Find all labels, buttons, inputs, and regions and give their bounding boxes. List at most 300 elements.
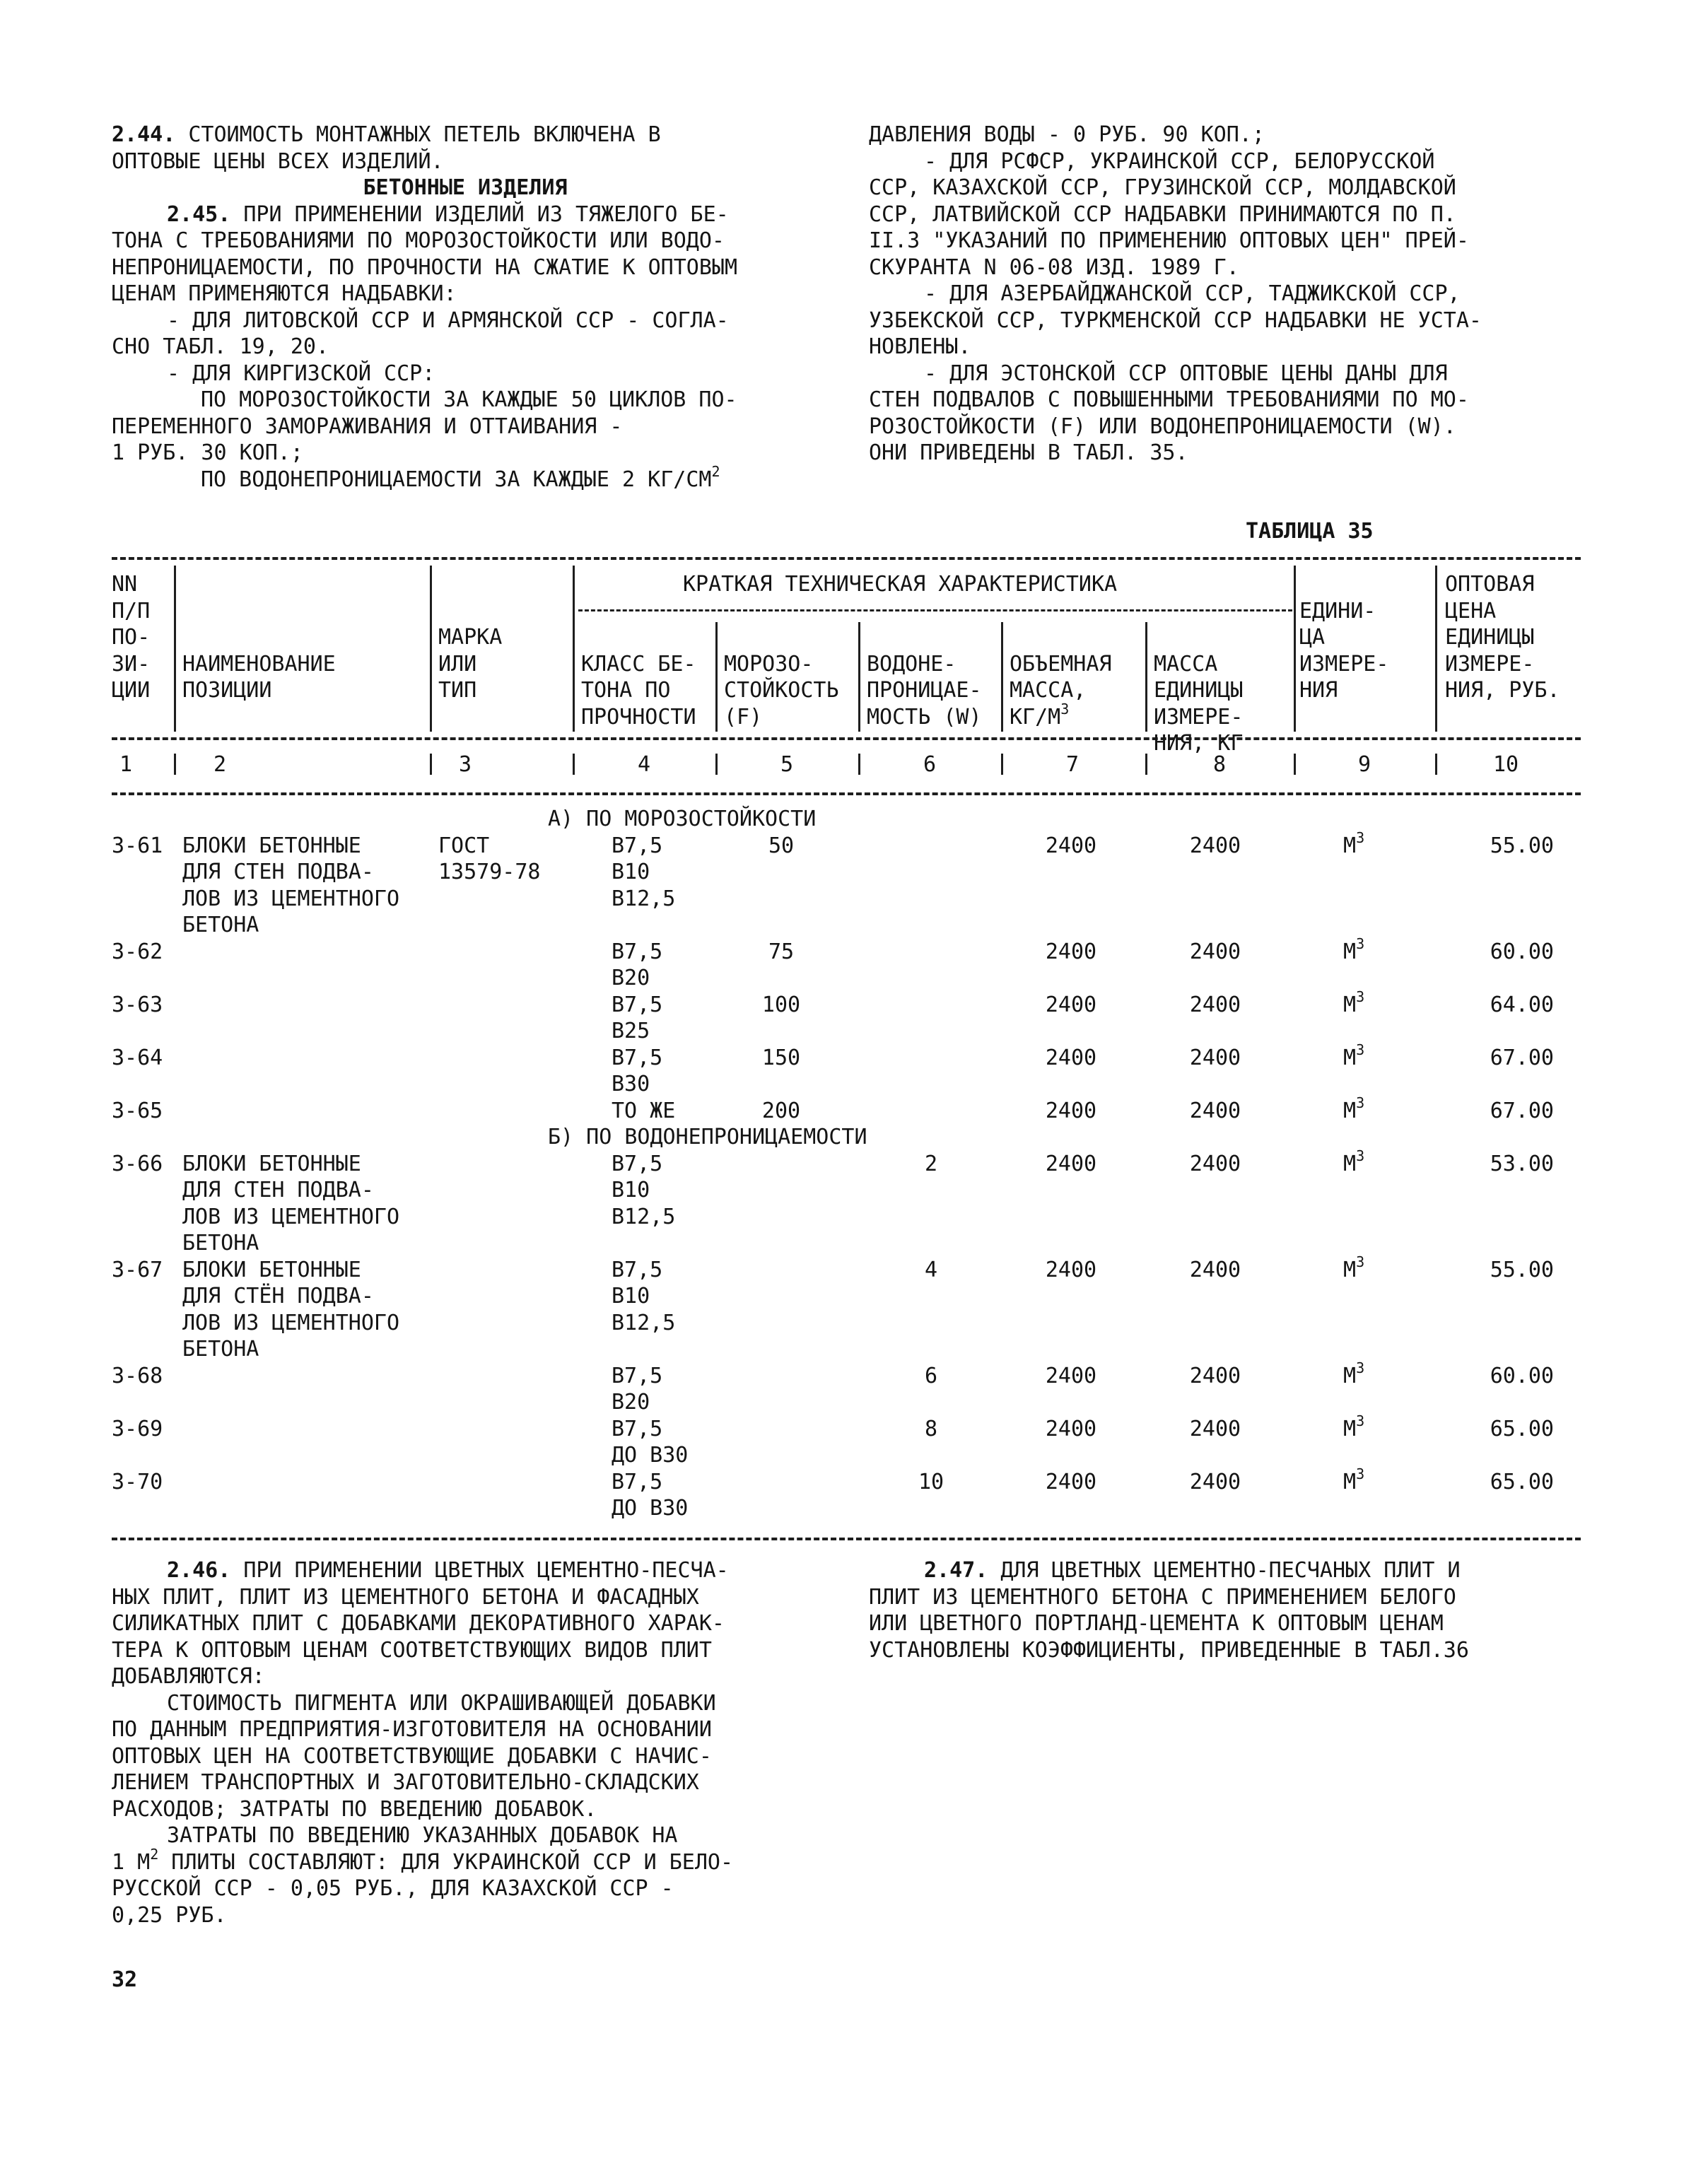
text-segment: 2.44. <box>112 122 176 147</box>
column-number <box>112 751 140 778</box>
column-separator <box>573 566 575 732</box>
row-mass-text: 2400 <box>1189 1469 1241 1494</box>
column-number <box>1435 751 1577 778</box>
row-number <box>112 1363 163 1390</box>
row-class <box>612 1204 675 1231</box>
header-col-price-text: ЕДИНИЦЫ <box>1445 625 1535 650</box>
column-number <box>858 751 1001 778</box>
row-name-text: БЕТОНА <box>182 913 259 937</box>
column-separator <box>1145 622 1147 732</box>
row-water-text: 8 <box>924 1416 938 1441</box>
row-water <box>892 1416 970 1443</box>
header-col-mass <box>1154 677 1243 704</box>
text-segment: ТЕРА К ОПТОВЫМ ЦЕНАМ СООТВЕТСТВУЮЩИХ ВИДОВ ПЛИТ <box>112 1637 712 1663</box>
row-unit-text: М <box>1343 833 1357 858</box>
column-separator <box>174 754 176 775</box>
header-col-class <box>581 677 670 704</box>
column-separator <box>1001 754 1003 775</box>
row-unit-text: М <box>1343 1416 1357 1441</box>
text-segment: 1 М <box>112 1849 151 1875</box>
row-mass-text: 2400 <box>1189 1363 1241 1388</box>
row-number <box>112 1416 163 1443</box>
text-line <box>869 148 1576 175</box>
column-number-text: 4 <box>637 752 651 777</box>
row-class-text: ДО B30 <box>612 1443 689 1468</box>
text-segment: ПРИ ПРИМЕНЕНИИ ИЗДЕЛИЙ ИЗ ТЯЖЕЛОГО БЕ- <box>230 201 729 227</box>
text-line <box>112 387 819 414</box>
header-col-mark-text: ТИП <box>438 678 477 703</box>
page-number: 32 <box>112 1967 138 1992</box>
header-col-nn-text: ЗИ- <box>112 651 151 677</box>
row-density <box>1032 833 1110 860</box>
row-class <box>612 1469 662 1496</box>
column-separator <box>1294 754 1296 775</box>
header-col-nn-text: ЦИИ <box>112 678 151 703</box>
row-density-text: 2400 <box>1045 1416 1097 1441</box>
row-unit-text: М <box>1343 1151 1357 1176</box>
row-unit <box>1343 1094 1365 1125</box>
header-col-class <box>581 651 696 678</box>
row-frost-text: 200 <box>761 1098 801 1123</box>
row-class <box>612 1363 662 1390</box>
text-segment: - ДЛЯ АЗЕРБАЙДЖАНСКОЙ ССР, ТАДЖИКСКОЙ ССР, <box>924 281 1461 306</box>
row-mass-text: 2400 <box>1189 1416 1241 1441</box>
text-line <box>112 1902 819 1929</box>
superscript: 3 <box>1356 988 1365 1005</box>
text-line <box>869 281 1576 308</box>
header-col-water <box>867 651 956 678</box>
row-class-text: ТО ЖЕ <box>612 1098 676 1123</box>
row-unit <box>1343 935 1365 966</box>
column-separator <box>1435 754 1437 775</box>
section-title-text: Б) ПО ВОДОНЕПРОНИЦАЕМОСТИ <box>548 1125 867 1149</box>
row-water <box>892 1469 970 1496</box>
row-price <box>1469 992 1554 1019</box>
row-name-text: ЛОВ ИЗ ЦЕМЕНТНОГО <box>182 1310 400 1335</box>
row-name <box>182 1177 374 1204</box>
text-line <box>112 308 819 334</box>
text-line <box>112 334 819 361</box>
group-header-rule <box>578 609 1292 611</box>
header-col-class-text: КЛАСС БЕ- <box>581 651 696 677</box>
column-number <box>174 751 266 778</box>
row-price <box>1469 1045 1554 1072</box>
row-density <box>1032 1098 1110 1125</box>
text-segment: ССР, ЛАТВИЙСКОЙ ССР НАДБАВКИ ПРИНИМАЮТСЯ ПО П. <box>869 201 1456 227</box>
header-col-mass-text: ЕДИНИЦЫ <box>1154 678 1244 703</box>
column-number <box>430 751 501 778</box>
row-mark-text: ГОСТ <box>438 833 490 858</box>
header-col-density <box>1010 677 1086 704</box>
row-class <box>612 1071 650 1098</box>
superscript: 3 <box>1356 1465 1365 1482</box>
header-col-price <box>1445 651 1534 678</box>
column-number-text: 8 <box>1212 752 1227 777</box>
header-col-price <box>1445 598 1496 625</box>
header-col-nn-text: П/П <box>112 598 151 624</box>
text-segment: 1 РУБ. 30 КОП.; <box>112 440 303 465</box>
row-mass <box>1176 1045 1254 1072</box>
row-price <box>1469 1363 1554 1390</box>
row-price-text: 65.00 <box>1490 1469 1554 1494</box>
row-number-text: 3-63 <box>112 992 163 1017</box>
row-unit-text: М <box>1343 1363 1357 1388</box>
row-price-text: 60.00 <box>1490 1363 1554 1388</box>
row-class <box>612 1257 662 1284</box>
header-col-nn <box>112 598 150 625</box>
row-price <box>1469 1098 1554 1125</box>
row-class-text: B7,5 <box>612 1363 663 1388</box>
table-top-rule <box>112 557 1581 560</box>
text-segment: РУССКОЙ ССР - 0,05 РУБ., ДЛЯ КАЗАХСКОЙ ССР - <box>112 1876 674 1901</box>
text-segment: - ДЛЯ КИРГИЗСКОЙ ССР: <box>167 361 435 386</box>
row-class-text: B20 <box>612 966 650 990</box>
column-number <box>573 751 715 778</box>
row-class <box>612 1495 688 1522</box>
column-separator <box>858 622 860 732</box>
row-price <box>1469 1257 1554 1284</box>
row-density <box>1032 1257 1110 1284</box>
header-col-water <box>867 677 982 704</box>
text-segment: ПЕРЕМЕННОГО ЗАМОРАЖИВАНИЯ И ОТТАИВАНИЯ - <box>112 414 623 439</box>
text-line <box>869 228 1576 254</box>
text-column-left-bottom <box>112 1557 819 1928</box>
text-line <box>112 281 819 308</box>
column-separator <box>715 622 718 732</box>
text-segment: ПО ДАННЫМ ПРЕДПРИЯТИЯ-ИЗГОТОВИТЕЛЯ НА ОСНОВАНИИ <box>112 1717 712 1742</box>
row-class <box>612 992 662 1019</box>
superscript: 3 <box>1356 1147 1365 1164</box>
header-col-unit <box>1299 651 1388 678</box>
header-group-title-text: КРАТКАЯ ТЕХНИЧЕСКАЯ ХАРАКТЕРИСТИКА <box>683 572 1118 597</box>
header-col-unit <box>1299 624 1325 651</box>
row-mass-text: 2400 <box>1189 1257 1241 1282</box>
superscript: 3 <box>1356 1412 1365 1429</box>
header-col-price-text: НИЯ, РУБ. <box>1445 678 1560 703</box>
header-col-name-text: ПОЗИЦИИ <box>182 678 272 703</box>
section-title <box>548 1124 867 1151</box>
text-segment: СТОИМОСТЬ ПИГМЕНТА ИЛИ ОКРАШИВАЮЩЕЙ ДОБАВКИ <box>167 1690 716 1716</box>
row-class-text: B7,5 <box>612 1416 663 1441</box>
text-line <box>112 228 819 254</box>
row-number-text: 3-64 <box>112 1045 163 1070</box>
header-col-nn-text: NN <box>112 572 138 597</box>
text-segment: СИЛИКАТНЫХ ПЛИТ С ДОБАВКАМИ ДЕКОРАТИВНОГО ХАРАК- <box>112 1611 725 1636</box>
row-density-text: 2400 <box>1045 1151 1097 1176</box>
row-mass <box>1176 1416 1254 1443</box>
text-line <box>869 361 1576 387</box>
column-number-text: 1 <box>119 752 133 777</box>
header-col-density-text: ОБЪЕМНАЯ <box>1010 651 1112 677</box>
row-class-text: ДО B30 <box>612 1496 689 1521</box>
row-name-text: БЛОКИ БЕТОННЫЕ <box>182 833 361 858</box>
row-frost-text: 75 <box>768 939 795 964</box>
column-separator <box>1145 754 1147 775</box>
superscript: 3 <box>1356 829 1365 846</box>
text-line <box>112 1557 819 1584</box>
superscript: 3 <box>1356 935 1365 952</box>
row-frost <box>735 992 827 1019</box>
row-number-text: 3-62 <box>112 939 163 964</box>
text-line <box>112 1845 819 1876</box>
row-number <box>112 992 163 1019</box>
row-number <box>112 1469 163 1496</box>
row-class <box>612 1098 675 1125</box>
row-name-text: ДЛЯ СТЕН ПОДВА- <box>182 1178 374 1202</box>
text-segment: 2.47. <box>924 1558 988 1583</box>
row-class <box>612 1442 688 1469</box>
row-mark <box>438 833 489 860</box>
column-number-text: 5 <box>780 752 794 777</box>
column-number-text: 7 <box>1065 752 1080 777</box>
header-col-price <box>1445 624 1534 651</box>
text-line <box>112 1690 819 1717</box>
text-line <box>869 387 1576 414</box>
row-class-text: B10 <box>612 1284 650 1309</box>
superscript: 3 <box>1060 700 1070 718</box>
table-subhead-rule <box>112 737 1581 740</box>
row-number <box>112 833 163 860</box>
header-col-price-text: ЦЕНА <box>1445 598 1497 624</box>
row-unit <box>1343 1465 1365 1496</box>
header-col-nn-text: ПО- <box>112 625 151 650</box>
row-price-text: 55.00 <box>1490 1257 1554 1282</box>
header-col-unit-text: ЦА <box>1299 625 1326 650</box>
header-col-name-text: НАИМЕНОВАНИЕ <box>182 651 336 677</box>
text-column-right-bottom <box>869 1557 1576 1663</box>
text-segment: 2.46. <box>167 1558 231 1583</box>
row-density <box>1032 1045 1110 1072</box>
superscript: 2 <box>150 1845 159 1863</box>
superscript: 3 <box>1356 1253 1365 1270</box>
row-price <box>1469 833 1554 860</box>
header-col-unit-text: ИЗМЕРЕ- <box>1299 651 1389 677</box>
header-col-class-text: ТОНА ПО <box>581 678 671 703</box>
text-line <box>112 201 819 228</box>
row-number-text: 3-66 <box>112 1151 163 1176</box>
text-line <box>112 1796 819 1823</box>
row-number-text: 3-69 <box>112 1416 163 1441</box>
column-number-text: 3 <box>458 752 472 777</box>
text-line <box>112 1584 819 1611</box>
text-segment: ПО ВОДОНЕПРОНИЦАЕМОСТИ ЗА КАЖДЫЕ 2 КГ/СМ <box>201 467 712 492</box>
header-col-frost-text: МОРОЗО- <box>724 651 814 677</box>
row-name <box>182 833 361 860</box>
text-segment: УСТАНОВЛЕНЫ КОЭФФИЦИЕНТЫ, ПРИВЕДЕННЫЕ В ТАБЛ.36 <box>869 1637 1469 1663</box>
text-column-right-top <box>869 122 1576 467</box>
text-line <box>112 1637 819 1664</box>
column-separator <box>1294 566 1296 732</box>
row-price <box>1469 939 1554 966</box>
column-separator <box>715 754 718 775</box>
header-col-mass-text: НИЯ, КГ <box>1154 731 1244 756</box>
header-col-frost <box>724 651 813 678</box>
row-unit <box>1343 829 1365 860</box>
header-col-frost-text: СТОЙКОСТЬ <box>724 678 839 703</box>
text-segment: СТЕН ПОДВАЛОВ С ПОВЫШЕННЫМИ ТРЕБОВАНИЯМИ ПО МО- <box>869 387 1469 412</box>
row-class-text: B7,5 <box>612 992 663 1017</box>
column-separator <box>430 566 432 732</box>
text-line <box>112 254 819 281</box>
row-class-text: B12,5 <box>612 1310 676 1335</box>
header-col-class <box>581 704 696 731</box>
row-class <box>612 886 675 913</box>
row-unit-text: М <box>1343 1257 1357 1282</box>
text-segment: ПО МОРОЗОСТОЙКОСТИ ЗА КАЖДЫЕ 50 ЦИКЛОВ ПО- <box>201 387 737 412</box>
row-class-text: B10 <box>612 1178 650 1202</box>
row-name <box>182 1204 399 1231</box>
text-line <box>869 1637 1576 1664</box>
row-unit-text: М <box>1343 939 1357 964</box>
superscript: 3 <box>1356 1041 1365 1058</box>
header-col-nn <box>112 624 150 651</box>
row-unit <box>1343 1359 1365 1390</box>
header-col-price <box>1445 677 1560 704</box>
row-class <box>612 1018 650 1045</box>
row-number-text: 3-61 <box>112 833 163 858</box>
row-class <box>612 833 662 860</box>
text-line <box>869 1584 1576 1611</box>
row-mass <box>1176 1151 1254 1178</box>
header-col-nn <box>112 677 150 704</box>
row-name <box>182 886 399 913</box>
text-segment: ИЛИ ЦВЕТНОГО ПОРТЛАНД-ЦЕМЕНТА К ОПТОВЫМ ЦЕНАМ <box>869 1611 1444 1636</box>
row-water-text: 6 <box>924 1363 938 1388</box>
header-col-mass <box>1154 704 1243 731</box>
row-mark-text: 13579-78 <box>438 860 541 884</box>
row-class-text: B7,5 <box>612 939 663 964</box>
row-density-text: 2400 <box>1045 939 1097 964</box>
row-class <box>612 1283 650 1310</box>
row-mass-text: 2400 <box>1189 992 1241 1017</box>
header-col-frost <box>724 704 762 731</box>
row-price-text: 67.00 <box>1490 1045 1554 1070</box>
row-mass <box>1176 1363 1254 1390</box>
text-segment: ТОНА С ТРЕБОВАНИЯМИ ПО МОРОЗОСТОЙКОСТИ ИЛИ ВОДО- <box>112 228 725 253</box>
text-line <box>112 1743 819 1770</box>
text-segment: ОПТОВЫХ ЦЕН НА СООТВЕТСТВУЮЩИЕ ДОБАВКИ С НАЧИС- <box>112 1743 712 1769</box>
row-density-text: 2400 <box>1045 1257 1097 1282</box>
row-number <box>112 1098 163 1125</box>
row-price <box>1469 1151 1554 1178</box>
row-water-text: 2 <box>924 1151 938 1176</box>
header-col-density <box>1010 651 1112 678</box>
row-mass <box>1176 1257 1254 1284</box>
superscript: 3 <box>1356 1359 1365 1376</box>
row-mass <box>1176 1098 1254 1125</box>
text-line <box>112 414 819 440</box>
section-title <box>548 806 816 833</box>
row-frost <box>735 833 827 860</box>
row-unit <box>1343 988 1365 1019</box>
header-group-title <box>683 571 1117 598</box>
header-col-mass-text: ИЗМЕРЕ- <box>1154 704 1244 730</box>
header-col-unit-text: НИЯ <box>1299 678 1338 703</box>
row-number-text: 3-70 <box>112 1469 163 1494</box>
row-class <box>612 1416 662 1443</box>
section-title-text: А) ПО МОРОЗОСТОЙКОСТИ <box>548 807 817 831</box>
text-segment: - ДЛЯ ЭСТОНСКОЙ ССР ОПТОВЫЕ ЦЕНЫ ДАНЫ ДЛЯ <box>924 361 1448 386</box>
row-class-text: B10 <box>612 860 650 884</box>
text-segment: 2.45. <box>167 201 231 227</box>
row-class-text: B12,5 <box>612 886 676 911</box>
header-col-water <box>867 704 982 731</box>
text-line <box>112 122 819 148</box>
text-segment: ЗАТРАТЫ ПО ВВЕДЕНИЮ УКАЗАННЫХ ДОБАВОК НА <box>167 1823 678 1848</box>
text-segment: ЦЕНАМ ПРИМЕНЯЮТСЯ НАДБАВКИ: <box>112 281 457 306</box>
row-mass <box>1176 992 1254 1019</box>
text-segment: НОВЛЕНЫ. <box>869 334 971 359</box>
row-name <box>182 1230 259 1257</box>
row-unit-text: М <box>1343 1098 1357 1123</box>
header-col-nn <box>112 571 137 598</box>
header-col-unit <box>1299 598 1376 625</box>
row-water-text: 10 <box>918 1469 944 1494</box>
row-name <box>182 1283 374 1310</box>
row-water <box>892 1363 970 1390</box>
row-name <box>182 1257 361 1284</box>
column-number-text: 6 <box>923 752 937 777</box>
text-line <box>112 1663 819 1690</box>
header-col-mass-text: МАССА <box>1154 651 1218 677</box>
text-segment: ССР, КАЗАХСКОЙ ССР, ГРУЗИНСКОЙ ССР, МОЛДАВСКОЙ <box>869 175 1456 200</box>
row-mark <box>438 859 541 886</box>
text-line <box>869 334 1576 361</box>
text-line <box>112 1716 819 1743</box>
row-density <box>1032 939 1110 966</box>
row-price-text: 55.00 <box>1490 833 1554 858</box>
header-col-class-text: ПРОЧНОСТИ <box>581 704 696 730</box>
text-segment: ДЛЯ ЦВЕТНЫХ ЦЕМЕНТНО-ПЕСЧАНЫХ ПЛИТ И <box>988 1558 1461 1583</box>
row-class <box>612 1389 650 1416</box>
row-name <box>182 859 374 886</box>
text-line <box>869 440 1576 467</box>
text-line <box>112 361 819 387</box>
text-segment: НЕПРОНИЦАЕМОСТИ, ПО ПРОЧНОСТИ НА СЖАТИЕ К ОПТОВЫМ <box>112 254 738 280</box>
row-name-text: ЛОВ ИЗ ЦЕМЕНТНОГО <box>182 886 400 911</box>
table-title: ТАБЛИЦА 35 <box>1246 519 1374 544</box>
text-line <box>869 1557 1576 1584</box>
header-col-name <box>182 651 336 678</box>
header-col-mark <box>438 624 502 651</box>
text-segment: ОНИ ПРИВЕДЕНЫ В ТАБЛ. 35. <box>869 440 1188 465</box>
text-line <box>869 175 1576 201</box>
header-col-water-text: МОСТЬ (W) <box>867 704 982 730</box>
column-separator <box>1435 566 1437 732</box>
row-density-text: 2400 <box>1045 1363 1097 1388</box>
row-class <box>612 1151 662 1178</box>
text-line <box>112 175 819 201</box>
row-price <box>1469 1469 1554 1496</box>
header-col-mark <box>438 677 476 704</box>
row-density <box>1032 1416 1110 1443</box>
table-header-rule <box>112 792 1581 795</box>
row-unit <box>1343 1412 1365 1443</box>
row-name-text: БЕТОНА <box>182 1231 259 1255</box>
row-density <box>1032 1469 1110 1496</box>
text-segment: II.3 "УКАЗАНИЙ ПО ПРИМЕНЕНИЮ ОПТОВЫХ ЦЕН" ПРЕЙ- <box>869 228 1469 253</box>
column-number-text: 9 <box>1357 752 1371 777</box>
row-name <box>182 1310 399 1337</box>
header-col-density <box>1010 700 1070 731</box>
text-segment: СТОИМОСТЬ МОНТАЖНЫХ ПЕТЕЛЬ ВКЛЮЧЕНА В <box>175 122 661 147</box>
row-frost-text: 150 <box>761 1045 801 1070</box>
text-segment: ОПТОВЫЕ ЦЕНЫ ВСЕХ ИЗДЕЛИЙ. <box>112 148 444 174</box>
row-unit <box>1343 1253 1365 1284</box>
row-class-text: B7,5 <box>612 1151 663 1176</box>
row-density-text: 2400 <box>1045 1469 1097 1494</box>
text-segment: - ДЛЯ РСФСР, УКРАИНСКОЙ ССР, БЕЛОРУССКОЙ <box>924 148 1435 174</box>
